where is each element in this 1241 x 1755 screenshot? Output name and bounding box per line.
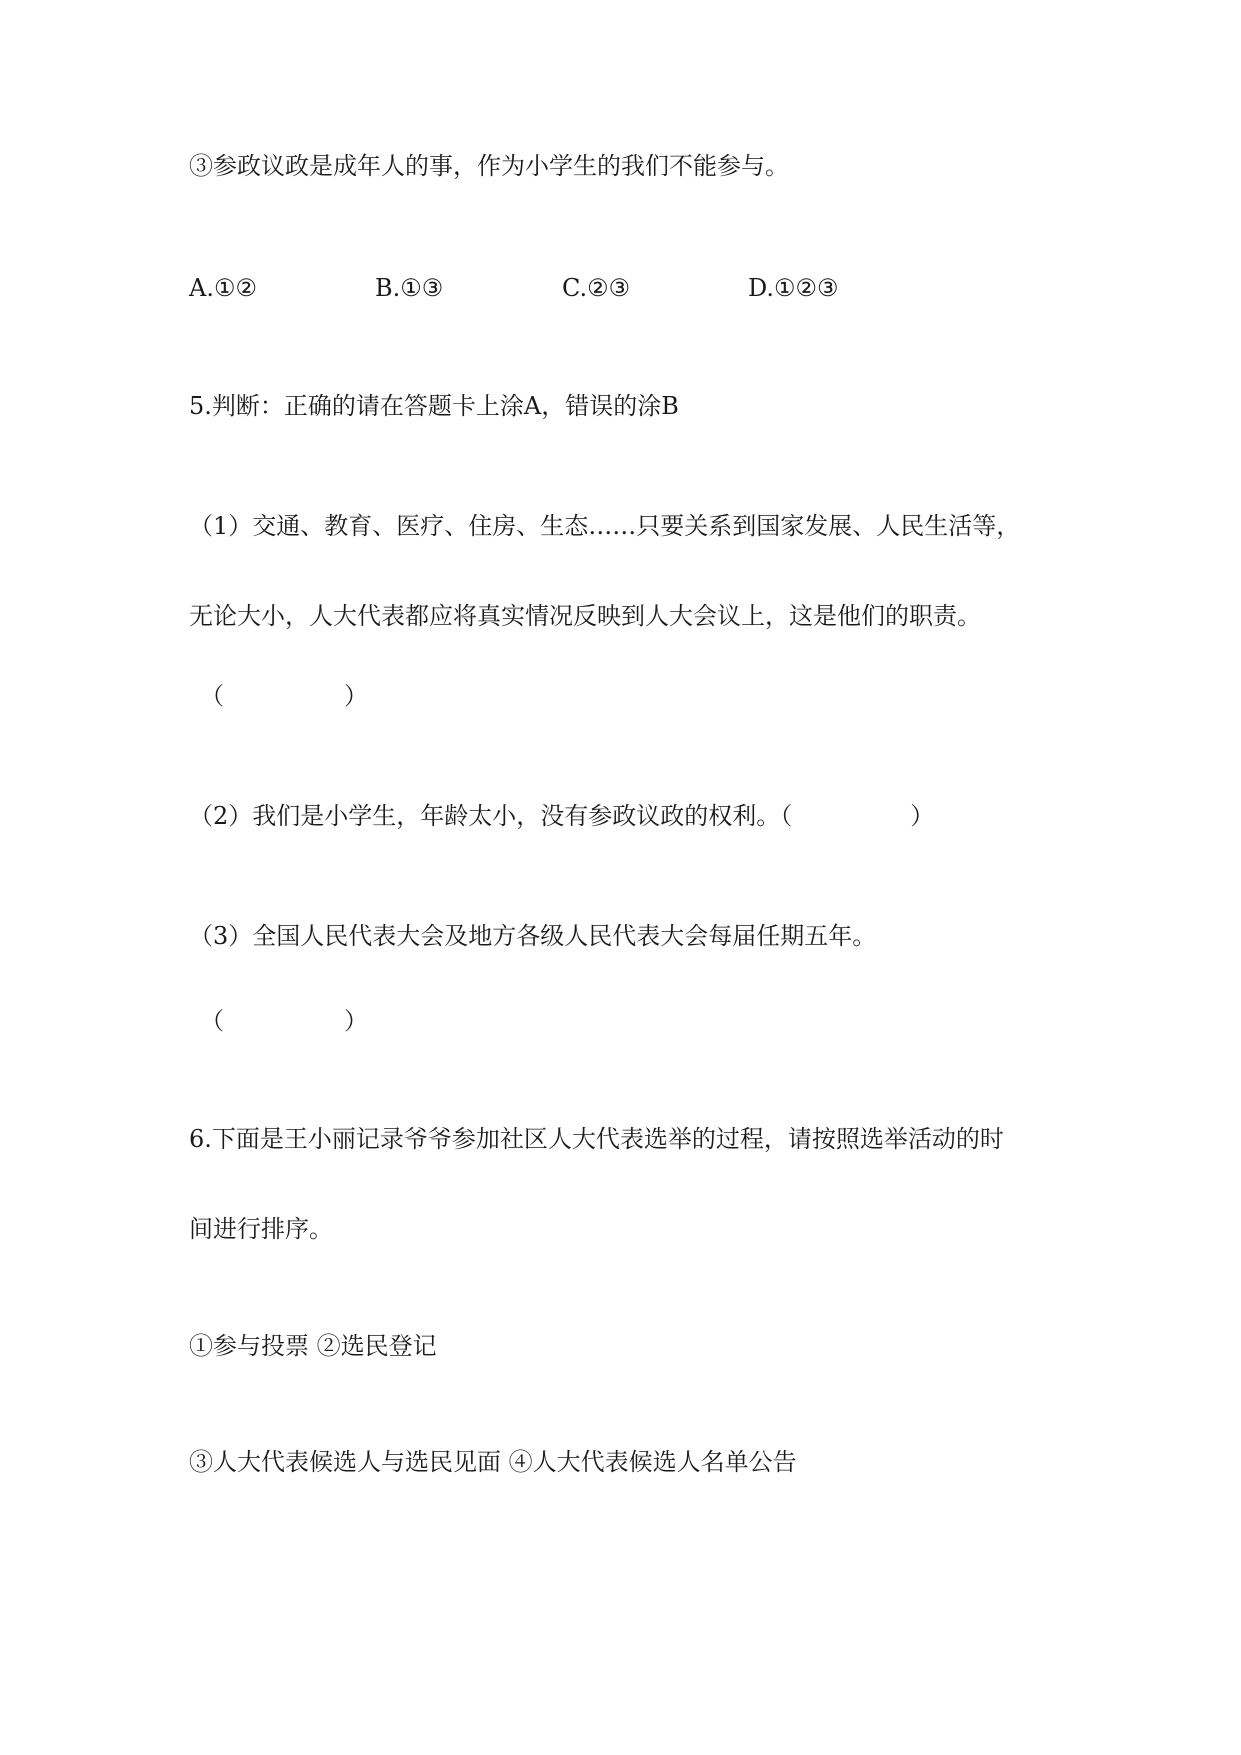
q4-options (189, 272, 989, 304)
paren-open: （ (200, 682, 224, 710)
q4-statement-3: ③参政议政是成年人的事，作为小学生的我们不能参与。 (189, 152, 789, 180)
q5-item3-answer-blank (200, 1005, 368, 1037)
q5-item3: （3）全国人民代表大会及地方各级人民代表大会每届任期五年。 (189, 922, 877, 950)
q5-item2-text: （2）我们是小学生，年龄太小，没有参政议政的权利。 (189, 802, 781, 830)
q6-steps-line2: ③人大代表候选人与选民见面 ④人大代表候选人名单公告 (189, 1448, 797, 1476)
q5-item1-line2: 无论大小，人大代表都应将真实情况反映到人大会议上，这是他们的职责。 (189, 602, 981, 630)
q4-option-a: A.①② (189, 274, 257, 302)
paren-close: ） (910, 802, 935, 830)
paren-open: （ (200, 1007, 224, 1035)
paren-close: ） (344, 682, 368, 710)
q6-title-line1: 6.下面是王小丽记录爷爷参加社区人大代表选举的过程，请按照选举活动的时 (189, 1125, 1004, 1153)
q5-title: 5.判断：正确的请在答题卡上涂A，错误的涂B (189, 392, 679, 420)
q6-steps-line1: ①参与投票 ②选民登记 (189, 1332, 437, 1360)
q4-option-d: D.①②③ (748, 274, 839, 302)
q5-item1-line1: （1）交通、教育、医疗、住房、生态……只要关系到国家发展、人民生活等， (189, 512, 1021, 540)
paren-open: （ (780, 802, 793, 830)
q6-title-line2: 间进行排序。 (189, 1215, 333, 1243)
q5-item2 (189, 800, 934, 832)
q4-option-c: C.②③ (562, 274, 631, 302)
paren-close: ） (344, 1007, 368, 1035)
q4-option-b: B.①③ (375, 274, 444, 302)
q5-item1-answer-blank (200, 680, 368, 712)
